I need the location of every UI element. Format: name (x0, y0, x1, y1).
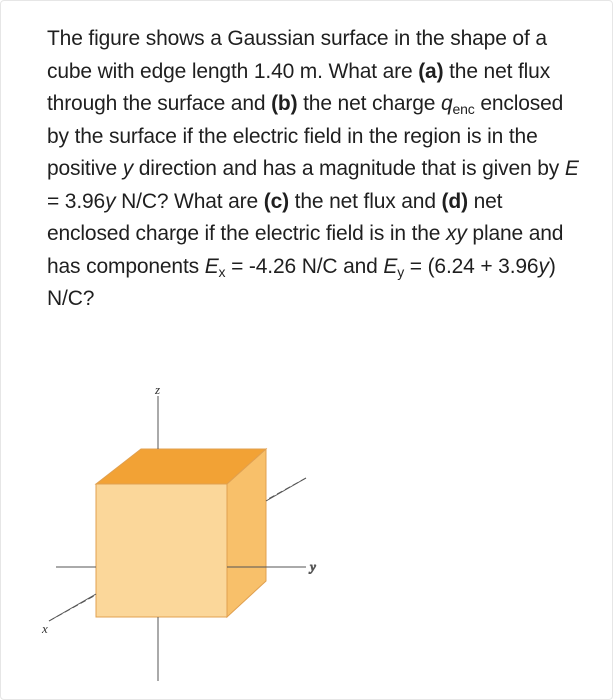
problem-text-part: = -4.26 N/C and (225, 254, 384, 278)
ey-subscript: y (397, 263, 405, 280)
problem-text-part: net enclosed charge if the electric field is in the (47, 189, 503, 245)
part-c-label: (c) (263, 189, 289, 213)
q-enc-subscript: enc (452, 101, 475, 117)
problem-text-part: plane and has components (47, 222, 564, 278)
problem-text-part: = 3.96 (47, 189, 106, 213)
variable-e: E (564, 157, 579, 180)
variable-xy: xy (446, 222, 467, 245)
problem-text (47, 23, 587, 316)
variable-y: y (122, 157, 134, 180)
variable-ey: E (383, 254, 398, 278)
variable-ex: E (204, 254, 219, 278)
problem-text-part: the net flux through the surface and (47, 59, 551, 115)
variable-y: y (538, 254, 549, 278)
variable-y: y (105, 189, 116, 213)
part-b-label: (b) (271, 92, 298, 115)
gaussian-cube-figure (31, 381, 351, 691)
cube-front-face (96, 484, 227, 617)
problem-text-part: = (6.24 + 3.96 (404, 254, 539, 278)
problem-text-part: direction and has a magnitude that is given by (133, 157, 565, 180)
ex-subscript: x (218, 263, 226, 280)
y-axis-label: y (310, 559, 316, 574)
x-axis-label: x (42, 621, 48, 636)
q-enc-symbol: q (440, 92, 453, 115)
problem-text-part: the net charge (297, 92, 441, 115)
z-axis-label: z (155, 382, 161, 397)
part-a-label: (a) (418, 59, 444, 83)
problem-text-part: the net flux and (288, 189, 442, 213)
problem-text-part: enclosed by the surface if the electric field in the region is in the positive (47, 92, 564, 180)
problem-text-part: The figure shows a Gaussian surface in the shape of a cube with edge length 1.40 m. What are (47, 27, 547, 83)
part-d-label: (d) (441, 189, 468, 213)
x-axis-front (49, 594, 96, 621)
x-axis-back (266, 478, 306, 501)
problem-text-part: N/C? What are (115, 189, 264, 213)
problem-text-part: ) N/C? (47, 254, 556, 310)
